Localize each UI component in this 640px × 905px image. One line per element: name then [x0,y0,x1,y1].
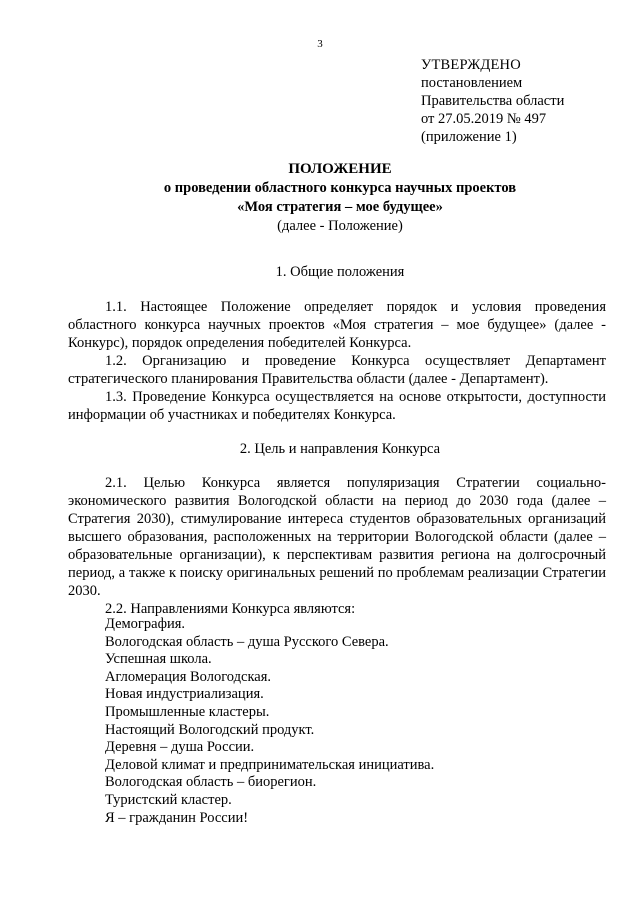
page-number: 3 [317,38,323,50]
directions-list [105,616,434,827]
list-item: Настоящий Вологодский продукт. [105,721,315,738]
list-item: Успешная школа. [105,651,212,668]
list-item: Вологодская область – биорегион. [105,774,317,791]
list-item: Новая индустриализация. [105,686,264,703]
paragraph-1-1: 1.1. Настоящее Положение определяет порядок и условия проведения областного конкурса научных проектов «Моя стратегия – мое будущее» (далее - Конкурс), порядок определения победителей Конкурса. [68,299,606,351]
approval-appendix: (приложение 1) [421,129,517,145]
approval-stamp: УТВЕРЖДЕНО [421,57,521,73]
list-item: Туристский кластер. [105,791,232,808]
list-item: Промышленные кластеры. [105,703,270,720]
paragraph-1-3: 1.3. Проведение Конкурса осуществляется на основе открытости, доступности информации об участниках и победителях Конкурса. [68,389,606,423]
title-contest-name: «Моя стратегия – мое будущее» [237,199,443,215]
list-item: Я – гражданин России! [105,809,249,826]
section-1-body [68,298,606,424]
list-item: Деревня – душа России. [105,739,255,756]
list-item: Вологодская область – душа Русского Севера. [105,633,389,650]
section-2-heading: 2. Цель и направления Конкурса [239,441,441,457]
section-2-body [68,474,606,618]
list-item: Демография. [105,616,186,632]
approval-line: постановлением [421,75,523,91]
title-main: ПОЛОЖЕНИЕ [288,161,392,177]
approval-date-number: от 27.05.2019 № 497 [421,111,547,127]
list-item: Агломерация Вологодская. [105,668,272,685]
title-abbreviation: (далее - Положение) [277,218,403,234]
approval-line: Правительства области [421,93,565,109]
paragraph-2-2: 2.2. Направлениями Конкурса являются: [105,601,356,617]
list-item: Деловой климат и предпринимательская инициатива. [105,756,435,773]
paragraph-1-2: 1.2. Организацию и проведение Конкурса осуществляет Департамент стратегического планирования Правительства области (далее - Департамент). [68,353,606,387]
paragraph-2-1: 2.1. Целью Конкурса является популяризация Стратегии социально-экономического развития Вологодской области на период до 2030 года (далее – Стратегия 2030), стимулирование интереса студентов образовательных организаций высшего образования, расположенных на территории Вологодской области (далее – образовательные организации), к перспективам развития региона на долгосрочный период, а также к поиску оригинальных решений по проблемам реализации Стратегии 2030. [68,475,606,599]
title-subject: о проведении областного конкурса научных проектов [163,180,517,196]
document-title [90,160,590,236]
approval-block [421,56,564,146]
section-1-heading: 1. Общие положения [275,264,405,280]
